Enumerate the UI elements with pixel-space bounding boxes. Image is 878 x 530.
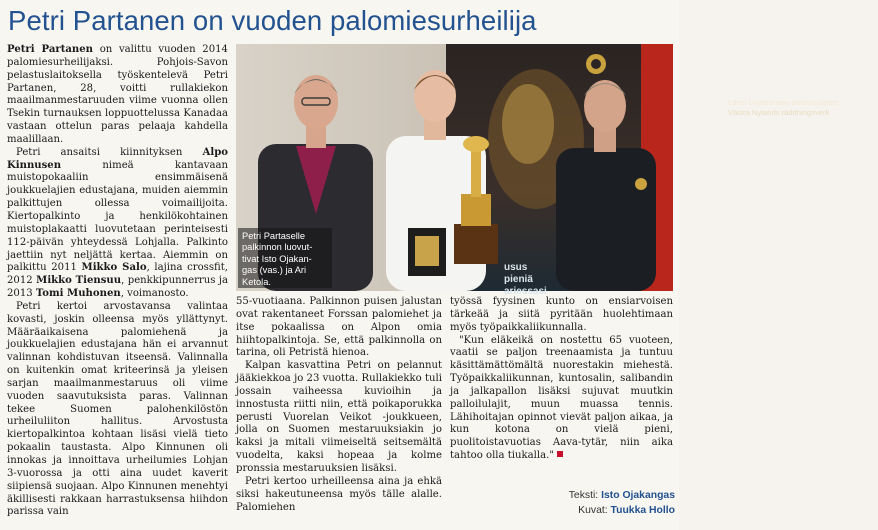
article-credits bbox=[520, 488, 675, 518]
slogan-line-1: usus bbox=[504, 262, 528, 273]
article-column-3 bbox=[450, 296, 673, 463]
caption-line: palkinnon luovut- bbox=[242, 242, 313, 253]
person-name: Mikko Salo bbox=[81, 262, 147, 274]
poster-slogan bbox=[504, 262, 547, 298]
photo-credit-label: Kuvat: bbox=[578, 505, 608, 516]
caption-line: Ketola. bbox=[242, 276, 271, 287]
text-run: , lajina crossfit, 2012 bbox=[7, 262, 229, 287]
person-name: Petri Partanen bbox=[7, 44, 94, 55]
caption-line: Petri Partaselle bbox=[242, 231, 306, 241]
text-run: , penkkipunnerrus ja 2013 bbox=[7, 275, 228, 300]
article-column-1 bbox=[7, 44, 228, 519]
slogan-line-3: ariessasi bbox=[504, 286, 547, 297]
text-run: Petri ansaitsi kiinnityksen bbox=[16, 146, 203, 158]
end-mark-icon bbox=[557, 451, 563, 457]
text-run: , voimanosto. bbox=[120, 288, 189, 300]
article-column-2 bbox=[236, 296, 442, 514]
paragraph-award-history bbox=[7, 147, 228, 301]
text-credit-author: Isto Ojakangas bbox=[601, 490, 675, 501]
text-credit-label: Teksti: bbox=[568, 490, 599, 501]
article-headline: Petri Partanen on vuoden palomiesurheilija bbox=[8, 5, 537, 36]
paragraph-intro bbox=[7, 44, 228, 147]
paragraph-selection: Petri kertoi arvostavansa valintaa kovasti, joskin olleensa myös yllättynyt. Määräaikaisena palomiehenä ja joukkuelajien edustajana hän ei arvannut valinnan kohdistuvan itseensä. Valinnalla on kuitenkin omat kriteerinsä ja yleisen sarjan maailmanmestaruus oli viime vuoden saavutuksista paras. Valinnan tekee Suomen palohenkilöstön urheiluliiton hallitus. Arvostusta kiertopalkintoa kohtaan lisäsi vielä tieto pokaalin taustasta. Alpo Kinnunen oli innokas ja innoittava urheilumies Lohjan 3-vuorossa ja otti aina uudet kaverit siipiensä suojaan. Alpo Kinnunen menehtyi äkillisesti rakkaan harrastuksensa hiihdon parissa vain bbox=[7, 300, 228, 518]
banner-line-1: Länsi-Uudenmaan pelastuslaitos bbox=[728, 98, 839, 107]
photo-caption bbox=[238, 228, 332, 288]
text-credit bbox=[520, 488, 675, 503]
person-name: Tomi Muhonen bbox=[35, 288, 121, 300]
plaque-icon bbox=[408, 228, 446, 276]
paragraph-trophy: 55-vuotiaana. Palkinnon puisen jalustan ovat rakentaneet Forssan palomiehet ja itse pokaalissa on Alpon omia hiihtopalkintoja. Se, että palkinnolla on tarina, oli Petristä hienoa. bbox=[236, 296, 442, 359]
slogan-line-2: pieniä bbox=[504, 274, 533, 285]
crest-icon bbox=[586, 54, 606, 74]
person-name: Mikko Tiensuu bbox=[36, 275, 122, 287]
photo-credit-author: Tuukka Hollo bbox=[610, 505, 675, 516]
paragraph-quote bbox=[450, 335, 673, 463]
photo-credit bbox=[520, 503, 675, 518]
paragraph-sport: Petri kertoo urheilleensa aina ja ehkä siksi hakeutuneensa myös tälle alalle. Palomiehen bbox=[236, 475, 442, 513]
text-run: nimeä kantavaan muistopokaaliin ensimmäisenä joukkuelajien edustajana, muiden aiemmin palkittujen ollessa voimailijoita. Kiertopalkinto ja henkilökohtainen muistoplakaatti luovutetaan perinteisesti 112-päivän yhteydessä Lohjalla. Palkinto jaettiin nyt neljättä kertaa. Aiemmin on palkittu 2011 bbox=[7, 159, 228, 274]
person-name: Alpo Kinnusen bbox=[7, 146, 228, 171]
text-run: on valittu vuoden 2014 palomiesurheilijaksi. Pohjois-Savon pelastuslaitoksella työskentelevä Petri Partanen, 28, voitti rullakiekon maailmanmestaruuden viime vuonna ollen Tsekin turnauksen loppuottelussa Kanadaa vastaan ottelun paras pelaaja kahdella maalillaan. bbox=[7, 44, 228, 145]
banner-line-2: Västra Nylands räddningsverk bbox=[728, 107, 830, 117]
paragraph-fitness: työssä fyysinen kunto on ensiarvoisen tärkeää ja siitä pyritään huolehtimaan myös työpaikkaliikunnalla. bbox=[450, 296, 673, 333]
caption-line: gas (vas.) ja Ari bbox=[242, 265, 307, 276]
paragraph-career: Kalpan kasvattina Petri on pelannut jääkiekkoa jo 23 vuotta. Rullakiekko tuli jossain vaiheessa kuvioihin ja innostusta riitti niin, että poikaporukka perusti Vuorelan Veikot -joukkueen, jolla on Suomen mestaruuksiakin jo kaksi ja mitali viimeiseltä seitsemältä vuodelta, kaksi hopeaa ja kolme pronssia mestaruuksien lisäksi. bbox=[236, 360, 442, 474]
quote-text: "Kun eläkeikä on nostettu 65 vuoteen, vaatii se paljon treenaamista ja tuntuu käsittämättömältä nuorestakin miehestä. Työpaikkaliikunnan, kuntosalin, salibandin ja jalkapallon lisäksi sujuvat muutkin palloilulajit, muun muassa tennis. Lähihoitajan opinnot vievät paljon aikaa, ja kun kotona on vielä pieni, puolitoistavuotias Aava-tytär, niin aika tahtoo olla tiukalla." bbox=[450, 334, 673, 462]
poster-banner bbox=[728, 98, 878, 117]
caption-line: tivat Isto Ojakan- bbox=[242, 253, 312, 264]
